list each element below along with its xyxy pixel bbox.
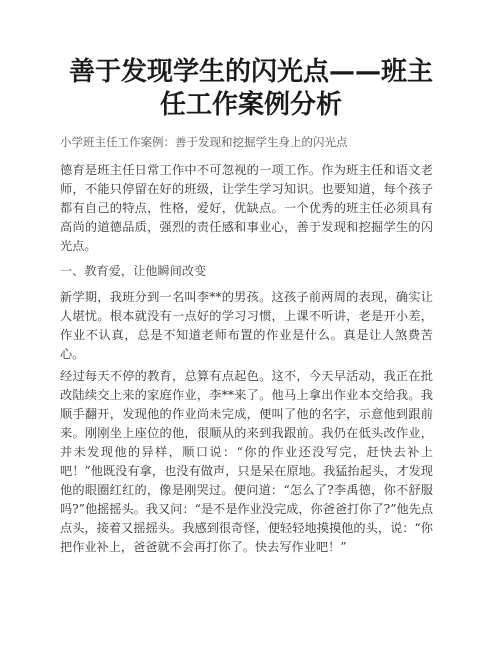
body-paragraph: 经过每天不停的教育，总算有点起色。这不，今天早活动，我正在批改陆续交上来的家庭作业，李**来了。他马上拿出作业本交给我。我顺手翻开，发现他的作业尚未完成，便叫了他的名字，示意他到跟前来。刚刚坐上座位的他，很顺从的来到我跟前。我仍在低头改作业，并未发现他的异样，顺口说：“你的作业还没写完，赶快去补上吧！”他既没有拿，也没有做声，只是呆在原地。我猛抬起头，才发现他的眼圈红红的，像是刚哭过。便问道：“怎么了?李禹德，你不舒服吗?”他摇摇头。我又问：“是不是作业没完成，你爸爸打你了?”他先点点头，接着又摇摇头。我感到很奇怪，便轻轻地摸摸他的头，说：“你把作业补上，爸爸就不会再打你了。快去写作业吧！” [60,369,434,554]
body-paragraph: 新学期，我班分到一名叫李**的男孩。这孩子前两周的表现，确实让人堪忧。根本就没有一点好的学习习惯，上课不听讲，老是开小差，作业不认真，总是不知道老师布置的作业是什么。真是让人煞费苦心。 [60,290,433,361]
section-heading: 一、教育爱，让他瞬间改变 [60,264,207,278]
document-subtitle: 小学班主任工作案例：善于发现和挖掘学生身上的闪光点 [60,135,348,149]
document-title: 善于发现学生的闪光点——班主任工作案例分析 [68,57,433,120]
intro-paragraph: 德育是班主任日常工作中不可忽视的一项工作。作为班主任和语文老师，不能只停留在好的班级，让学生学习知识。也要知道，每个孩子都有自己的特点，性格，爱好，优缺点。一个优秀的班主任必须具有高尚的道德品质，强烈的责任感和事业心，善于发现和挖掘学生的闪光点。 [60,163,433,253]
